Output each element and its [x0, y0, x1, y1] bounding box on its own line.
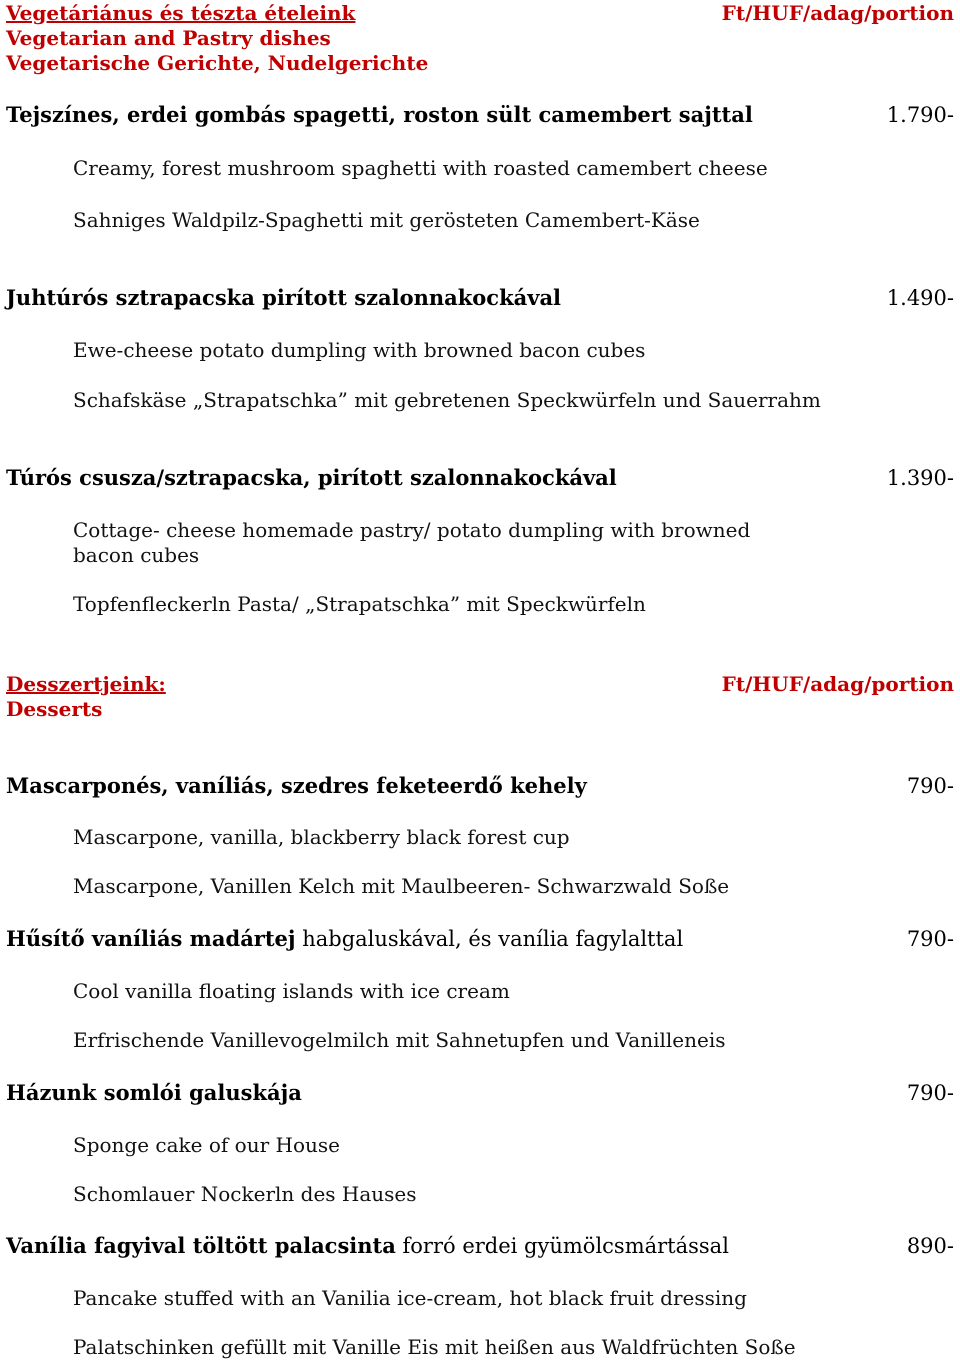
item-price: 790-	[906, 774, 954, 798]
item-description-de: Topfenfleckerln Pasta/ „Strapatschka” mit Speckwürfeln	[73, 592, 646, 616]
item-name: Juhtúrós sztrapacska pirított szalonnakockával	[6, 285, 562, 310]
item-description-en: Sponge cake of our House	[73, 1133, 340, 1157]
item-price: 1.490-	[886, 286, 954, 310]
section-header-vegetarian	[6, 1, 954, 76]
price-unit-label: Ft/HUF/adag/portion	[721, 672, 954, 696]
item-price: 1.790-	[886, 103, 954, 127]
item-description-en: Mascarpone, vanilla, blackberry black forest cup	[73, 825, 570, 849]
menu-item-title	[6, 773, 954, 799]
menu-item-title	[6, 1233, 954, 1259]
section-header-desserts	[6, 672, 954, 722]
item-description-en: Cottage- cheese homemade pastry/ potato dumpling with browned bacon cubes	[73, 518, 751, 567]
item-name: Tejszínes, erdei gombás spagetti, roston sült camembert sajttal	[6, 102, 753, 127]
item-name: Házunk somlói galuskája	[6, 1080, 302, 1105]
menu-item-title	[6, 102, 954, 128]
section-title: Vegetáriánus és tészta ételeink	[6, 1, 356, 25]
item-description-de: Schomlauer Nockerln des Hauses	[73, 1182, 417, 1206]
item-description-en: Ewe-cheese potato dumpling with browned bacon cubes	[73, 338, 646, 362]
item-name: Hűsítő vaníliás madártej	[6, 926, 296, 951]
section-subtitle-en: Desserts	[6, 697, 103, 721]
item-price: 790-	[906, 927, 954, 951]
item-name: Túrós csusza/sztrapacska, pirított szalonnakockával	[6, 465, 617, 490]
section-subtitle-de: Vegetarische Gerichte, Nudelgerichte	[6, 51, 429, 75]
menu-item-title	[6, 465, 954, 491]
item-description-de: Palatschinken gefüllt mit Vanille Eis mit heißen aus Waldfrüchten Soße	[73, 1335, 796, 1359]
section-title: Desszertjeink:	[6, 672, 166, 696]
item-name: Mascarponés, vaníliás, szedres feketeerdő kehely	[6, 773, 587, 798]
menu-item-title	[6, 926, 954, 952]
item-description-de: Schafskäse „Strapatschka” mit gebretenen Speckwürfeln und Sauerrahm	[73, 388, 821, 412]
item-description-en: Cool vanilla floating islands with ice cream	[73, 979, 510, 1003]
item-description-de: Sahniges Waldpilz-Spaghetti mit gerösteten Camembert-Käse	[73, 208, 700, 232]
section-subtitle-en: Vegetarian and Pastry dishes	[6, 26, 331, 50]
item-description-de: Erfrischende Vanillevogelmilch mit Sahnetupfen und Vanilleneis	[73, 1028, 726, 1052]
price-unit-label: Ft/HUF/adag/portion	[721, 1, 954, 25]
menu-item-title	[6, 1080, 954, 1106]
item-description-en: Pancake stuffed with an Vanilia ice-cream, hot black fruit dressing	[73, 1286, 747, 1310]
item-description-en: Creamy, forest mushroom spaghetti with roasted camembert cheese	[73, 156, 768, 180]
item-name-rest: forró erdei gyümölcsmártással	[395, 1234, 729, 1258]
menu-item-title	[6, 285, 954, 311]
item-name-rest: habgaluskával, és vanília fagylalttal	[295, 927, 684, 951]
item-price: 890-	[906, 1234, 954, 1258]
item-description-de: Mascarpone, Vanillen Kelch mit Maulbeeren- Schwarzwald Soße	[73, 874, 730, 898]
item-name: Vanília fagyival töltött palacsinta	[6, 1233, 396, 1258]
item-price: 790-	[906, 1081, 954, 1105]
item-price: 1.390-	[886, 466, 954, 490]
